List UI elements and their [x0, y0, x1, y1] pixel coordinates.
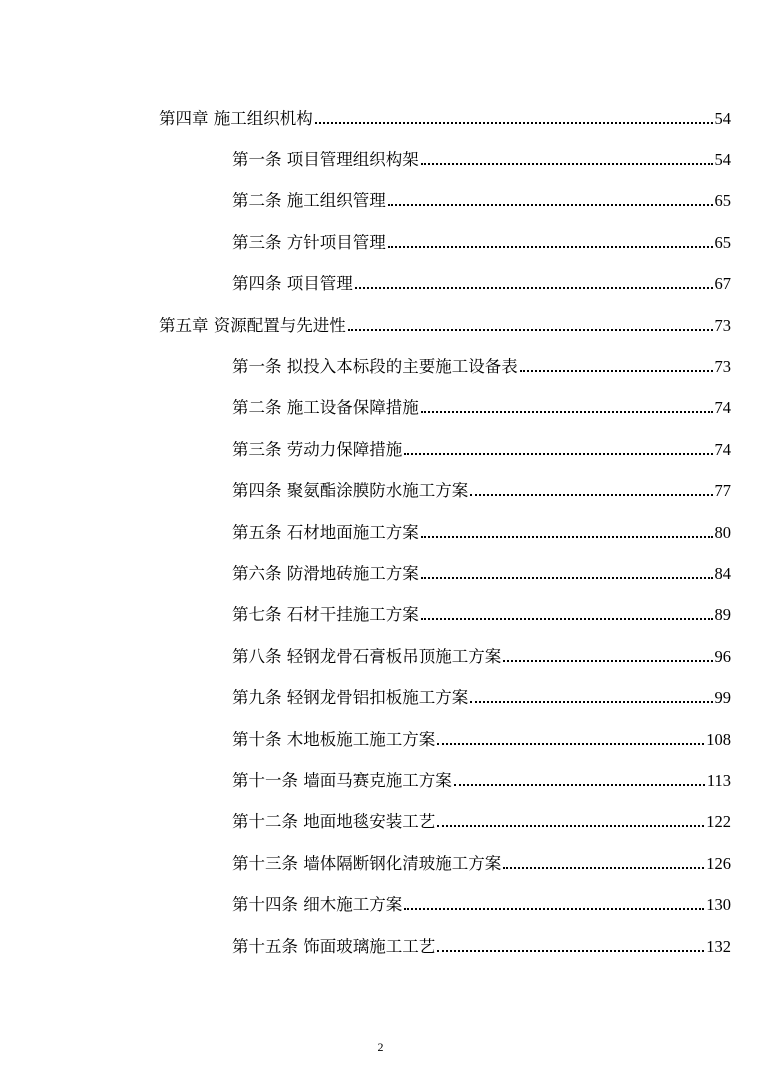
toc-entry-title: 第四条 聚氨酯涂膜防水施工方案: [232, 481, 469, 501]
toc-entry-page-number: 108: [706, 729, 731, 749]
toc-entry-title: 第二条 施工设备保障措施: [232, 398, 419, 418]
toc-entry-line: [232, 684, 761, 708]
toc-article-entry[interactable]: [0, 344, 761, 385]
toc-article-entry[interactable]: [0, 924, 761, 965]
toc-entry-title: 第二条 施工组织管理: [232, 191, 386, 211]
toc-entry-title: 第十五条 饰面玻璃施工工艺: [232, 936, 436, 956]
toc-entry-title: 第四章 施工组织机构: [159, 108, 313, 128]
toc-entry-title: 第一条 项目管理组织构架: [232, 150, 419, 170]
toc-entry-line: [159, 312, 761, 336]
dot-leader: [520, 370, 713, 372]
toc-entry-title: 第十三条 墙体隔断钢化清玻施工方案: [232, 853, 502, 873]
dot-leader: [315, 122, 713, 124]
toc-entry-line: [232, 353, 761, 377]
toc-entry-page-number: 73: [714, 357, 731, 377]
dot-leader: [437, 950, 704, 952]
table-of-contents: [0, 96, 761, 965]
toc-entry-line: [232, 270, 761, 294]
toc-article-entry[interactable]: [0, 800, 761, 841]
toc-entry-page-number: 113: [706, 770, 731, 790]
dot-leader: [388, 204, 713, 206]
toc-entry-page-number: 122: [706, 812, 731, 832]
toc-article-entry[interactable]: [0, 841, 761, 882]
dot-leader: [421, 411, 713, 413]
toc-entry-line: [232, 187, 761, 211]
toc-article-entry[interactable]: [0, 634, 761, 675]
toc-article-entry[interactable]: [0, 469, 761, 510]
dot-leader: [421, 618, 713, 620]
toc-entry-title: 第七条 石材干挂施工方案: [232, 605, 419, 625]
toc-entry-line: [232, 146, 761, 170]
toc-entry-page-number: 73: [714, 315, 731, 335]
toc-entry-page-number: 77: [714, 481, 731, 501]
toc-entry-page-number: 74: [714, 398, 731, 418]
toc-entry-page-number: 130: [706, 895, 731, 915]
toc-entry-line: [159, 105, 761, 129]
dot-leader: [437, 825, 704, 827]
toc-entry-line: [232, 519, 761, 543]
toc-entry-line: [232, 560, 761, 584]
toc-entry-title: 第三条 劳动力保障措施: [232, 439, 403, 459]
dot-leader: [421, 536, 713, 538]
page-number: 2: [377, 1040, 384, 1054]
toc-entry-page-number: 99: [714, 688, 731, 708]
toc-entry-title: 第十四条 细木施工方案: [232, 895, 403, 915]
toc-chapter-entry[interactable]: [0, 96, 761, 137]
toc-article-entry[interactable]: [0, 675, 761, 716]
toc-entry-title: 第十二条 地面地毯安装工艺: [232, 812, 436, 832]
dot-leader: [404, 908, 704, 910]
toc-entry-title: 第九条 轻钢龙骨铝扣板施工方案: [232, 688, 469, 708]
toc-entry-line: [232, 229, 761, 253]
toc-article-entry[interactable]: [0, 717, 761, 758]
toc-entry-line: [232, 601, 761, 625]
toc-article-entry[interactable]: [0, 758, 761, 799]
toc-chapter-entry[interactable]: [0, 303, 761, 344]
toc-article-entry[interactable]: [0, 179, 761, 220]
toc-article-entry[interactable]: [0, 427, 761, 468]
toc-entry-title: 第四条 项目管理: [232, 274, 353, 294]
toc-article-entry[interactable]: [0, 386, 761, 427]
dot-leader: [388, 246, 713, 248]
toc-entry-title: 第五条 石材地面施工方案: [232, 522, 419, 542]
toc-article-entry[interactable]: [0, 510, 761, 551]
toc-entry-title: 第十条 木地板施工施工方案: [232, 729, 436, 749]
toc-entry-line: [232, 394, 761, 418]
dot-leader: [470, 701, 712, 703]
toc-entry-page-number: 67: [714, 274, 731, 294]
toc-entry-line: [232, 726, 761, 750]
toc-entry-title: 第五章 资源配置与先进性: [159, 315, 346, 335]
toc-entry-title: 第三条 方针项目管理: [232, 232, 386, 252]
toc-entry-page-number: 84: [714, 563, 731, 583]
toc-entry-line: [232, 767, 761, 791]
toc-entry-line: [232, 933, 761, 957]
toc-entry-page-number: 54: [714, 150, 731, 170]
toc-entry-page-number: 126: [706, 853, 731, 873]
dot-leader: [421, 163, 713, 165]
toc-article-entry[interactable]: [0, 551, 761, 592]
dot-leader: [348, 329, 713, 331]
toc-entry-title: 第一条 拟投入本标段的主要施工设备表: [232, 357, 518, 377]
dot-leader: [437, 743, 704, 745]
toc-entry-title: 第八条 轻钢龙骨石膏板吊顶施工方案: [232, 646, 502, 666]
toc-entry-page-number: 96: [714, 646, 731, 666]
toc-article-entry[interactable]: [0, 220, 761, 261]
dot-leader: [454, 784, 705, 786]
toc-entry-title: 第六条 防滑地砖施工方案: [232, 563, 419, 583]
dot-leader: [355, 287, 713, 289]
toc-entry-line: [232, 477, 761, 501]
toc-entry-line: [232, 808, 761, 832]
dot-leader: [421, 577, 713, 579]
toc-entry-line: [232, 850, 761, 874]
toc-entry-line: [232, 436, 761, 460]
toc-article-entry[interactable]: [0, 137, 761, 178]
toc-entry-page-number: 89: [714, 605, 731, 625]
toc-entry-page-number: 74: [714, 439, 731, 459]
toc-entry-page-number: 80: [714, 522, 731, 542]
toc-entry-page-number: 65: [714, 232, 731, 252]
dot-leader: [503, 867, 704, 869]
toc-entry-line: [232, 891, 761, 915]
toc-article-entry[interactable]: [0, 882, 761, 923]
toc-entry-page-number: 65: [714, 191, 731, 211]
toc-entry-page-number: 132: [706, 936, 731, 956]
dot-leader: [503, 660, 712, 662]
dot-leader: [404, 453, 712, 455]
toc-article-entry[interactable]: [0, 262, 761, 303]
toc-entry-title: 第十一条 墙面马赛克施工方案: [232, 770, 452, 790]
toc-article-entry[interactable]: [0, 593, 761, 634]
dot-leader: [470, 494, 712, 496]
toc-entry-page-number: 54: [714, 108, 731, 128]
toc-entry-line: [232, 643, 761, 667]
